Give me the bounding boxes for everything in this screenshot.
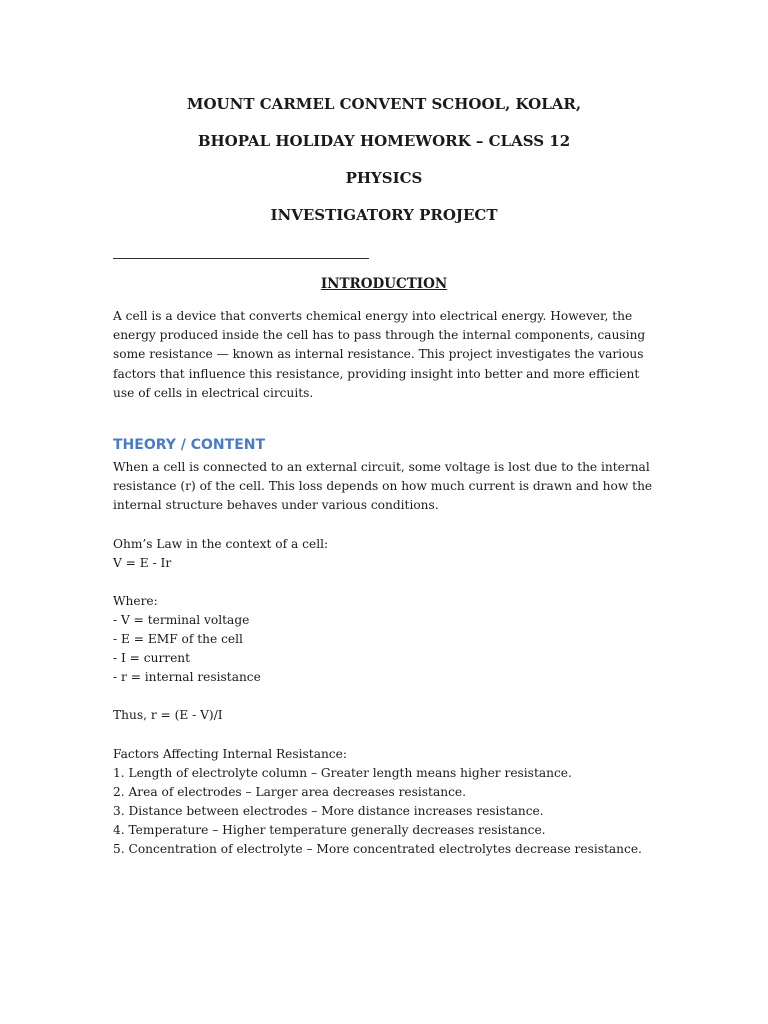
factors-label: Factors Affecting Internal Resistance: (113, 747, 347, 761)
theory-section-title: THEORY / CONTENT (113, 437, 266, 453)
horizontal-rule (113, 258, 369, 259)
factor-item-length: 1. Length of electrolyte column – Greater length means higher resistance. (113, 766, 572, 780)
introduction-title: INTRODUCTION (320, 276, 448, 292)
where-label: Where: (113, 594, 158, 608)
subject-heading: PHYSICS (345, 169, 423, 187)
resistance-formula: Thus, r = (E - V)/I (113, 708, 223, 722)
homework-heading: BHOPAL HOLIDAY HOMEWORK – CLASS 12 (197, 132, 571, 150)
theory-paragraph: When a cell is connected to an external circuit, some voltage is lost due to the internal resistance (r) of the cell. This loss depends on how much current is drawn and how the internal structure behaves under various conditions. (113, 460, 653, 513)
ohm-law-formula: V = E - Ir (113, 556, 172, 570)
ohm-law-label: Ohm’s Law in the context of a cell: (113, 537, 329, 551)
where-item-emf: - E = EMF of the cell (113, 632, 243, 646)
factor-item-concentration: 5. Concentration of electrolyte – More concentrated electrolytes decrease resistance. (113, 842, 642, 856)
where-item-voltage: - V = terminal voltage (113, 613, 250, 627)
where-item-resistance: - r = internal resistance (113, 670, 261, 684)
project-heading: INVESTIGATORY PROJECT (270, 206, 498, 224)
where-item-current: - I = current (113, 651, 191, 665)
school-name-heading: MOUNT CARMEL CONVENT SCHOOL, KOLAR, (186, 95, 582, 113)
introduction-paragraph: A cell is a device that converts chemical energy into electrical energy. However, the energy produced inside the cell has to pass through the internal components, causing some resistance — known as internal resistance. This project investigates the various factors that influence this resistance, providing insight into better and more efficient use of cells in electrical circuits. (113, 309, 646, 400)
factor-item-area: 2. Area of electrodes – Larger area decreases resistance. (113, 785, 466, 799)
factor-item-temperature: 4. Temperature – Higher temperature generally decreases resistance. (113, 823, 546, 837)
factor-item-distance: 3. Distance between electrodes – More distance increases resistance. (113, 804, 544, 818)
